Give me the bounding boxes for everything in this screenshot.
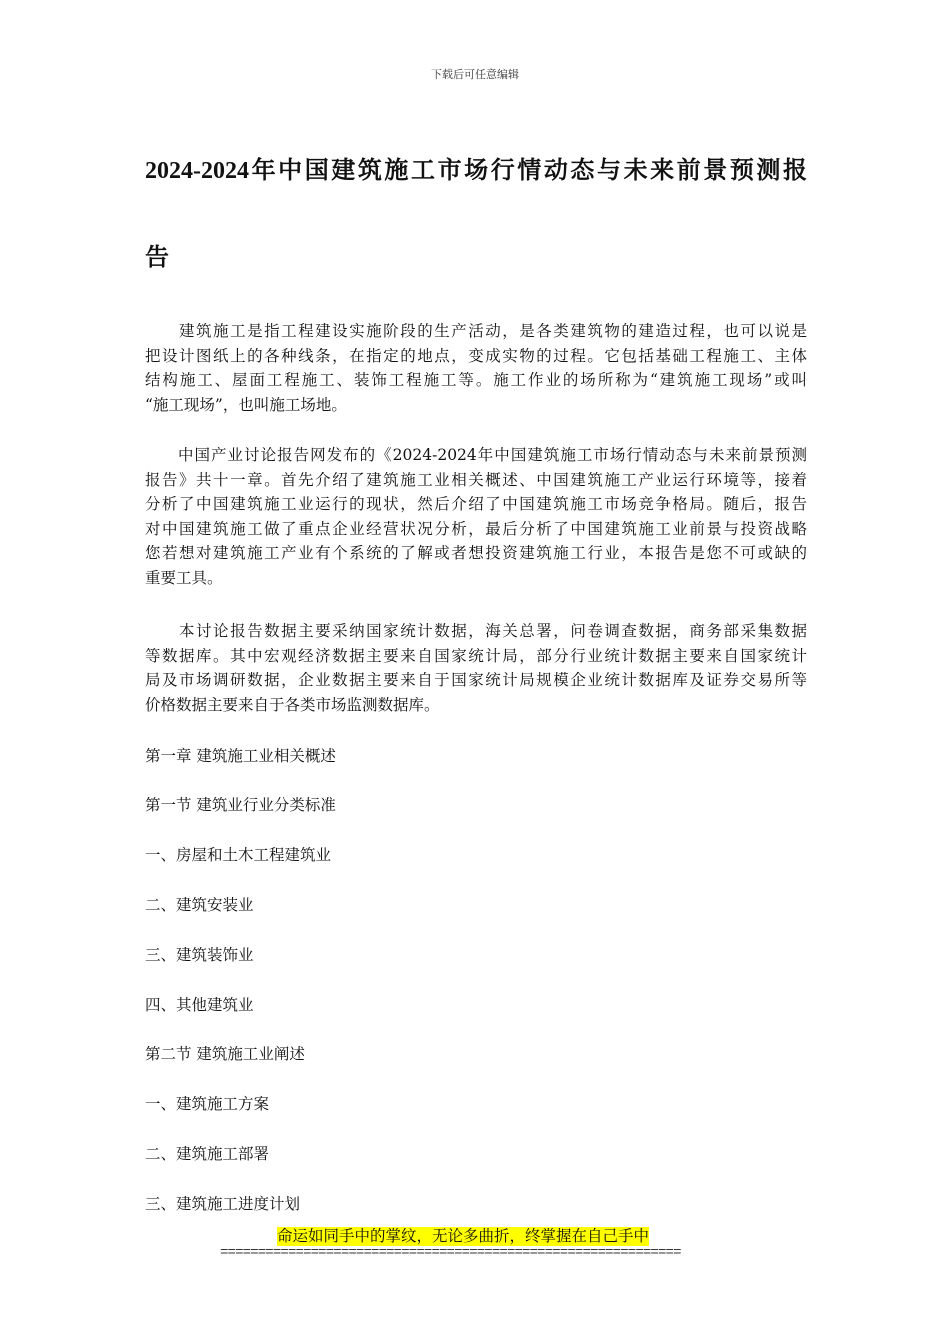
paragraph-line: 结构施工、屋面工程施工、装饰工程施工等。施工作业的场所称为“建筑施工现场”或叫 xyxy=(145,371,807,389)
toc-item: 第一章 建筑施工业相关概述 xyxy=(145,747,336,765)
toc-item: 一、房屋和土木工程建筑业 xyxy=(145,846,332,864)
paragraph-line: 价格数据主要来自于各类市场监测数据库。 xyxy=(145,695,440,714)
document-title-line-1: 2024-2024年中国建筑施工市场行情动态与未来前景预测报 xyxy=(145,158,807,184)
toc-item: 二、建筑安装业 xyxy=(145,896,254,914)
paragraph-line: “施工现场”，也叫施工场地。 xyxy=(145,395,347,414)
page-header-note: 下载后可任意编辑 xyxy=(431,68,519,81)
paragraph-line: 局及市场调研数据，企业数据主要来自于国家统计局规模企业统计数据库及证券交易所等 xyxy=(145,671,807,689)
paragraph-line: 等数据库。其中宏观经济数据主要来自国家统计局，部分行业统计数据主要来自国家统计 xyxy=(145,646,807,665)
paragraph-line: 您若想对建筑施工产业有个系统的了解或者想投资建筑施工行业，本报告是您不可或缺的 xyxy=(145,544,807,562)
toc-item: 四、其他建筑业 xyxy=(145,996,254,1014)
paragraph-line: 重要工具。 xyxy=(145,568,223,587)
paragraph-line: 分析了中国建筑施工业运行的现状，然后介绍了中国建筑施工市场竞争格局。随后，报告 xyxy=(145,495,807,513)
paragraph-line: 中国产业讨论报告网发布的《2024-2024年中国建筑施工市场行情动态与未来前景预测 xyxy=(145,446,807,464)
toc-item: 三、建筑施工进度计划 xyxy=(145,1195,301,1213)
paragraph-line: 建筑施工是指工程建设实施阶段的生产活动，是各类建筑物的建造过程，也可以说是 xyxy=(145,322,807,340)
intro-paragraph xyxy=(145,319,807,417)
paragraph-line: 把设计图纸上的各种线条，在指定的地点，变成实物的过程。它包括基础工程施工、主体 xyxy=(145,346,807,365)
toc-item: 一、建筑施工方案 xyxy=(145,1095,270,1113)
paragraph-line: 对中国建筑施工做了重点企业经营状况分析，最后分析了中国建筑施工业前景与投资战略 xyxy=(145,519,807,538)
document-title-line-2: 告 xyxy=(145,245,169,271)
footer-divider: ============================================================= xyxy=(220,1245,681,1261)
highlighted-footer-quote: 命运如同手中的掌纹，无论多曲折，终掌握在自己手中 xyxy=(277,1227,650,1245)
toc-item: 三、建筑装饰业 xyxy=(145,946,254,964)
data-source-paragraph xyxy=(145,619,807,717)
toc-item: 第一节 建筑业行业分类标准 xyxy=(145,796,336,814)
paragraph-line: 报告》共十一章。首先介绍了建筑施工业相关概述、中国建筑施工产业运行环境等，接着 xyxy=(145,470,807,489)
toc-item: 二、建筑施工部署 xyxy=(145,1145,270,1163)
toc-item: 第二节 建筑施工业阐述 xyxy=(145,1045,305,1063)
report-summary-paragraph xyxy=(145,443,807,590)
paragraph-line: 本讨论报告数据主要采纳国家统计数据，海关总署，问卷调查数据，商务部采集数据 xyxy=(145,622,807,640)
